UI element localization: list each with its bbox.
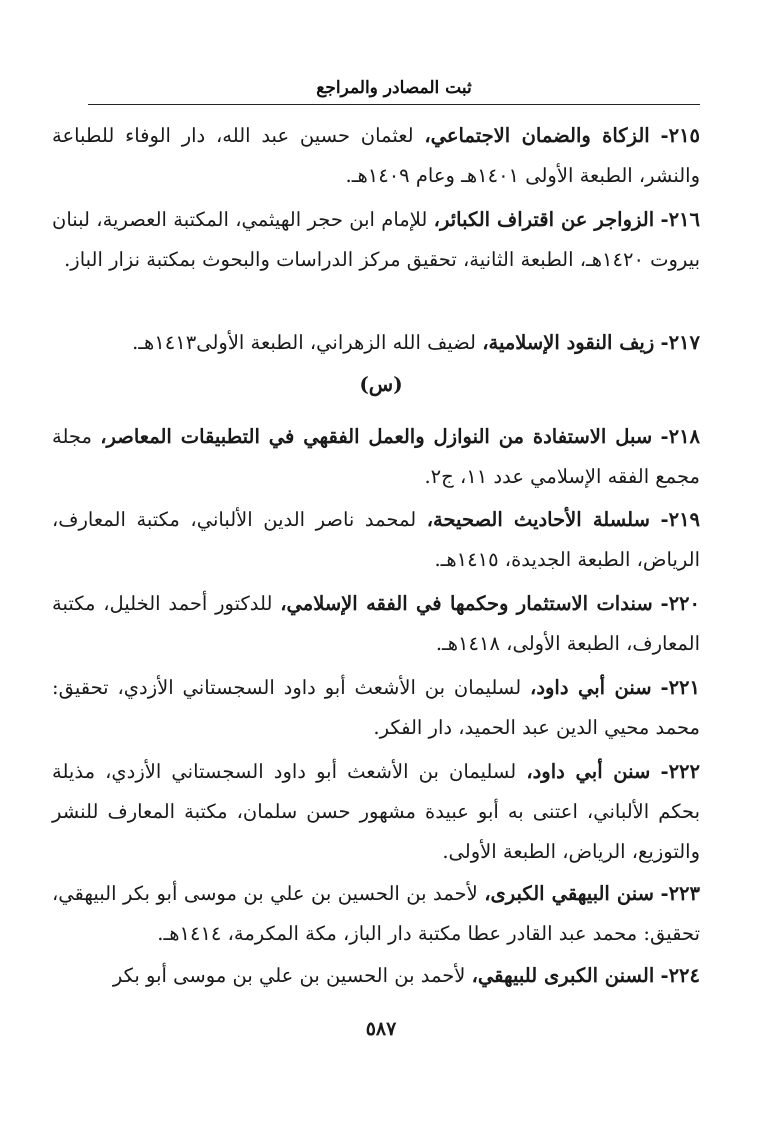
entry-details: لسليمان بن الأشعث أبو داود السجستاني الأزدي، تحقيق: محمد محيي الدين عبد الحميد، دار الفكر. <box>52 676 700 739</box>
entry-title: سلسلة الأحاديث الصحيحة، <box>426 508 650 531</box>
entry-number: ٢١٨- <box>660 425 701 448</box>
entry-title: السنن الكبرى للبيهقي، <box>471 964 655 987</box>
entry-number: ٢١٦- <box>660 208 700 231</box>
entry-details: للإمام ابن حجر الهيثمي، المكتبة العصرية، لبنان بيروت ١٤٢٠هـ، الطبعة الثانية، تحقيق مركز الدراسات والبحوث بمكتبة نزار الباز. <box>52 208 700 271</box>
entry-details: لسليمان بن الأشعث أبو داود السجستاني الأزدي، مذيلة بحكم الألباني، اعتنى به أبو عبيدة مشهور حسن سلمان، مكتبة المعارف للنشر والتوزيع، الرياض، الطبعة الأولى. <box>52 760 700 863</box>
entry-title: زيف النقود الإسلامية، <box>482 331 655 354</box>
bibliography-entry <box>52 956 700 996</box>
entry-number: ٢١٥- <box>660 124 701 147</box>
entry-number: ٢٢٢- <box>660 760 700 783</box>
entry-details: مجلة مجمع الفقه الإسلامي عدد ١١، ج٢. <box>52 425 700 488</box>
entry-title: سبل الاستفادة من النوازل والعمل الفقهي في التطبيقات المعاصر، <box>100 425 653 448</box>
entry-title: الزواجر عن اقتراف الكبائر، <box>433 208 655 231</box>
bibliography-entry <box>52 584 700 664</box>
entry-details: لمحمد ناصر الدين الألباني، مكتبة المعارف، الرياض، الطبعة الجديدة، ١٤١٥هـ. <box>52 508 700 571</box>
bibliography-entry <box>52 323 700 363</box>
entry-title: سنن أبي داود، <box>526 760 651 783</box>
entry-details: لعثمان حسين عبد الله، دار الوفاء للطباعة والنشر، الطبعة الأولى ١٤٠١هـ وعام ١٤٠٩هـ. <box>52 124 700 187</box>
running-header: ثبت المصادر والمراجع <box>316 78 472 98</box>
bibliography-entry <box>52 874 700 954</box>
entry-number: ٢٢٤- <box>660 964 700 987</box>
entry-title: سنن أبي داود، <box>530 676 652 699</box>
entry-details: للدكتور أحمد الخليل، مكتبة المعارف، الطبعة الأولى، ١٤١٨هـ. <box>52 592 700 655</box>
entry-title: سندات الاستثمار وحكمها في الفقه الإسلامي، <box>280 592 653 615</box>
bibliography-entry <box>52 668 700 748</box>
header-rule <box>88 104 700 105</box>
section-letter-heading: (س) <box>359 372 403 396</box>
bibliography-entry <box>52 417 700 497</box>
entry-number: ٢١٧- <box>660 331 700 354</box>
entry-number: ٢١٩- <box>660 508 701 531</box>
bibliography-entry <box>52 200 700 280</box>
entry-number: ٢٢٠- <box>660 592 700 615</box>
entry-title: سنن البيهقي الكبرى، <box>484 882 654 905</box>
bibliography-entry <box>52 752 700 872</box>
entry-details: لضيف الله الزهراني، الطبعة الأولى١٤١٣هـ. <box>132 331 476 354</box>
entry-number: ٢٢١- <box>660 676 700 699</box>
entry-details: لأحمد بن الحسين بن علي بن موسى أبو بكر <box>112 964 466 987</box>
bibliography-entry <box>52 500 700 580</box>
entry-number: ٢٢٣- <box>660 882 700 905</box>
bibliography-entry <box>52 116 700 196</box>
entry-title: الزكاة والضمان الاجتماعي، <box>424 124 650 147</box>
entry-details: لأحمد بن الحسين بن علي بن موسى أبو بكر البيهقي، تحقيق: محمد عبد القادر عطا مكتبة دار الباز، مكة المكرمة، ١٤١٤هـ. <box>52 882 700 945</box>
page-number: ٥٨٧ <box>365 1018 397 1040</box>
